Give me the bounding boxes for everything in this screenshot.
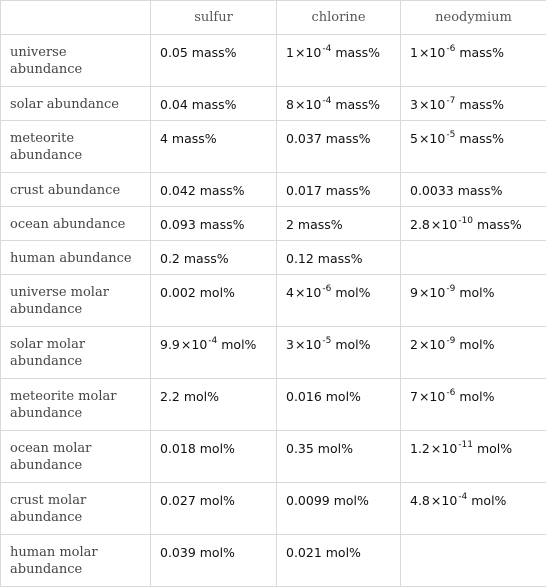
cell-sulfur: 2.2 mol% xyxy=(151,379,277,431)
scientific-value xyxy=(410,493,506,508)
unit: mol% xyxy=(335,285,370,300)
scientific-value xyxy=(410,337,495,352)
cell-sulfur: 0.093 mass% xyxy=(151,207,277,241)
times-sign: ×10 xyxy=(418,337,446,352)
scientific-value xyxy=(410,389,495,404)
table-body xyxy=(1,35,546,587)
cell-chlorine xyxy=(277,35,401,87)
table-row xyxy=(1,173,546,207)
times-sign: ×10 xyxy=(418,131,446,146)
cell-sulfur: 0.2 mass% xyxy=(151,241,277,275)
cell-sulfur: 0.04 mass% xyxy=(151,87,277,121)
exponent: -7 xyxy=(446,96,455,106)
row-header: meteorite abundance xyxy=(1,121,151,173)
scientific-value xyxy=(286,97,380,112)
mantissa: 2 xyxy=(410,337,418,352)
unit: mol% xyxy=(335,337,370,352)
cell-neodymium xyxy=(401,431,546,483)
times-sign: ×10 xyxy=(294,97,322,112)
cell-chlorine xyxy=(277,327,401,379)
cell-chlorine: 0.017 mass% xyxy=(277,173,401,207)
exponent: -4 xyxy=(322,44,331,54)
cell-neodymium xyxy=(401,275,546,327)
table-row xyxy=(1,535,546,587)
scientific-value xyxy=(410,97,504,112)
table-row xyxy=(1,379,546,431)
row-header: crust abundance xyxy=(1,173,151,207)
exponent: -6 xyxy=(446,44,455,54)
unit: mol% xyxy=(221,337,256,352)
table-row xyxy=(1,327,546,379)
table-row xyxy=(1,35,546,87)
cell-neodymium xyxy=(401,87,546,121)
column-header-neodymium: neodymium xyxy=(401,1,546,35)
table-row xyxy=(1,483,546,535)
scientific-value xyxy=(286,45,380,60)
mantissa: 1.2 xyxy=(410,441,430,456)
mantissa: 2.8 xyxy=(410,217,430,232)
cell-neodymium xyxy=(401,207,546,241)
times-sign: ×10 xyxy=(294,45,322,60)
row-header: meteorite molar abundance xyxy=(1,379,151,431)
row-header: universe abundance xyxy=(1,35,151,87)
exponent: -6 xyxy=(322,284,331,294)
times-sign: ×10 xyxy=(418,285,446,300)
cell-chlorine xyxy=(277,87,401,121)
column-header-chlorine: chlorine xyxy=(277,1,401,35)
mantissa: 9 xyxy=(410,285,418,300)
cell-neodymium: 0.0033 mass% xyxy=(401,173,546,207)
row-header: universe molar abundance xyxy=(1,275,151,327)
unit: mol% xyxy=(459,389,494,404)
cell-sulfur: 0.039 mol% xyxy=(151,535,277,587)
unit: mol% xyxy=(471,493,506,508)
table-row xyxy=(1,207,546,241)
unit: mol% xyxy=(459,285,494,300)
exponent: -4 xyxy=(322,96,331,106)
cell-neodymium xyxy=(401,241,546,275)
times-sign: ×10 xyxy=(418,45,446,60)
scientific-value xyxy=(410,45,504,60)
exponent: -11 xyxy=(458,440,473,450)
unit: mass% xyxy=(335,45,380,60)
scientific-value xyxy=(286,337,371,352)
cell-neodymium xyxy=(401,35,546,87)
cell-sulfur: 0.002 mol% xyxy=(151,275,277,327)
cell-chlorine: 0.037 mass% xyxy=(277,121,401,173)
cell-neodymium xyxy=(401,483,546,535)
exponent: -9 xyxy=(446,336,455,346)
cell-sulfur xyxy=(151,327,277,379)
times-sign: ×10 xyxy=(180,337,208,352)
cell-neodymium xyxy=(401,121,546,173)
row-header: ocean abundance xyxy=(1,207,151,241)
mantissa: 7 xyxy=(410,389,418,404)
unit: mass% xyxy=(459,131,504,146)
cell-neodymium xyxy=(401,327,546,379)
cell-sulfur: 0.05 mass% xyxy=(151,35,277,87)
header-row xyxy=(1,1,546,35)
exponent: -4 xyxy=(208,336,217,346)
times-sign: ×10 xyxy=(430,441,458,456)
row-header: ocean molar abundance xyxy=(1,431,151,483)
table-row xyxy=(1,275,546,327)
mantissa: 1 xyxy=(286,45,294,60)
unit: mol% xyxy=(477,441,512,456)
unit: mass% xyxy=(477,217,522,232)
row-header: human molar abundance xyxy=(1,535,151,587)
cell-sulfur: 4 mass% xyxy=(151,121,277,173)
scientific-value xyxy=(410,217,522,232)
scientific-value xyxy=(160,337,256,352)
cell-chlorine: 0.35 mol% xyxy=(277,431,401,483)
mantissa: 3 xyxy=(286,337,294,352)
cell-chlorine xyxy=(277,275,401,327)
table-row xyxy=(1,121,546,173)
cell-sulfur: 0.042 mass% xyxy=(151,173,277,207)
times-sign: ×10 xyxy=(418,97,446,112)
cell-chlorine: 2 mass% xyxy=(277,207,401,241)
cell-chlorine: 0.0099 mol% xyxy=(277,483,401,535)
times-sign: ×10 xyxy=(294,285,322,300)
row-header: solar molar abundance xyxy=(1,327,151,379)
cell-chlorine: 0.12 mass% xyxy=(277,241,401,275)
cell-neodymium xyxy=(401,379,546,431)
table-row xyxy=(1,241,546,275)
scientific-value xyxy=(410,441,512,456)
exponent: -5 xyxy=(322,336,331,346)
times-sign: ×10 xyxy=(430,217,458,232)
exponent: -9 xyxy=(446,284,455,294)
unit: mass% xyxy=(335,97,380,112)
table-row xyxy=(1,87,546,121)
scientific-value xyxy=(410,131,504,146)
cell-chlorine: 0.016 mol% xyxy=(277,379,401,431)
cell-sulfur: 0.018 mol% xyxy=(151,431,277,483)
mantissa: 4.8 xyxy=(410,493,430,508)
scientific-value xyxy=(410,285,495,300)
row-header: crust molar abundance xyxy=(1,483,151,535)
times-sign: ×10 xyxy=(418,389,446,404)
cell-neodymium xyxy=(401,535,546,587)
exponent: -4 xyxy=(458,492,467,502)
cell-chlorine: 0.021 mol% xyxy=(277,535,401,587)
column-header-sulfur: sulfur xyxy=(151,1,277,35)
row-header: solar abundance xyxy=(1,87,151,121)
scientific-value xyxy=(286,285,371,300)
cell-sulfur: 0.027 mol% xyxy=(151,483,277,535)
unit: mass% xyxy=(459,97,504,112)
mantissa: 3 xyxy=(410,97,418,112)
unit: mol% xyxy=(459,337,494,352)
table-row xyxy=(1,431,546,483)
mantissa: 8 xyxy=(286,97,294,112)
unit: mass% xyxy=(459,45,504,60)
exponent: -10 xyxy=(458,216,473,226)
times-sign: ×10 xyxy=(430,493,458,508)
exponent: -5 xyxy=(446,130,455,140)
mantissa: 5 xyxy=(410,131,418,146)
mantissa: 9.9 xyxy=(160,337,180,352)
mantissa: 4 xyxy=(286,285,294,300)
times-sign: ×10 xyxy=(294,337,322,352)
mantissa: 1 xyxy=(410,45,418,60)
corner-cell xyxy=(1,1,151,35)
row-header: human abundance xyxy=(1,241,151,275)
exponent: -6 xyxy=(446,388,455,398)
